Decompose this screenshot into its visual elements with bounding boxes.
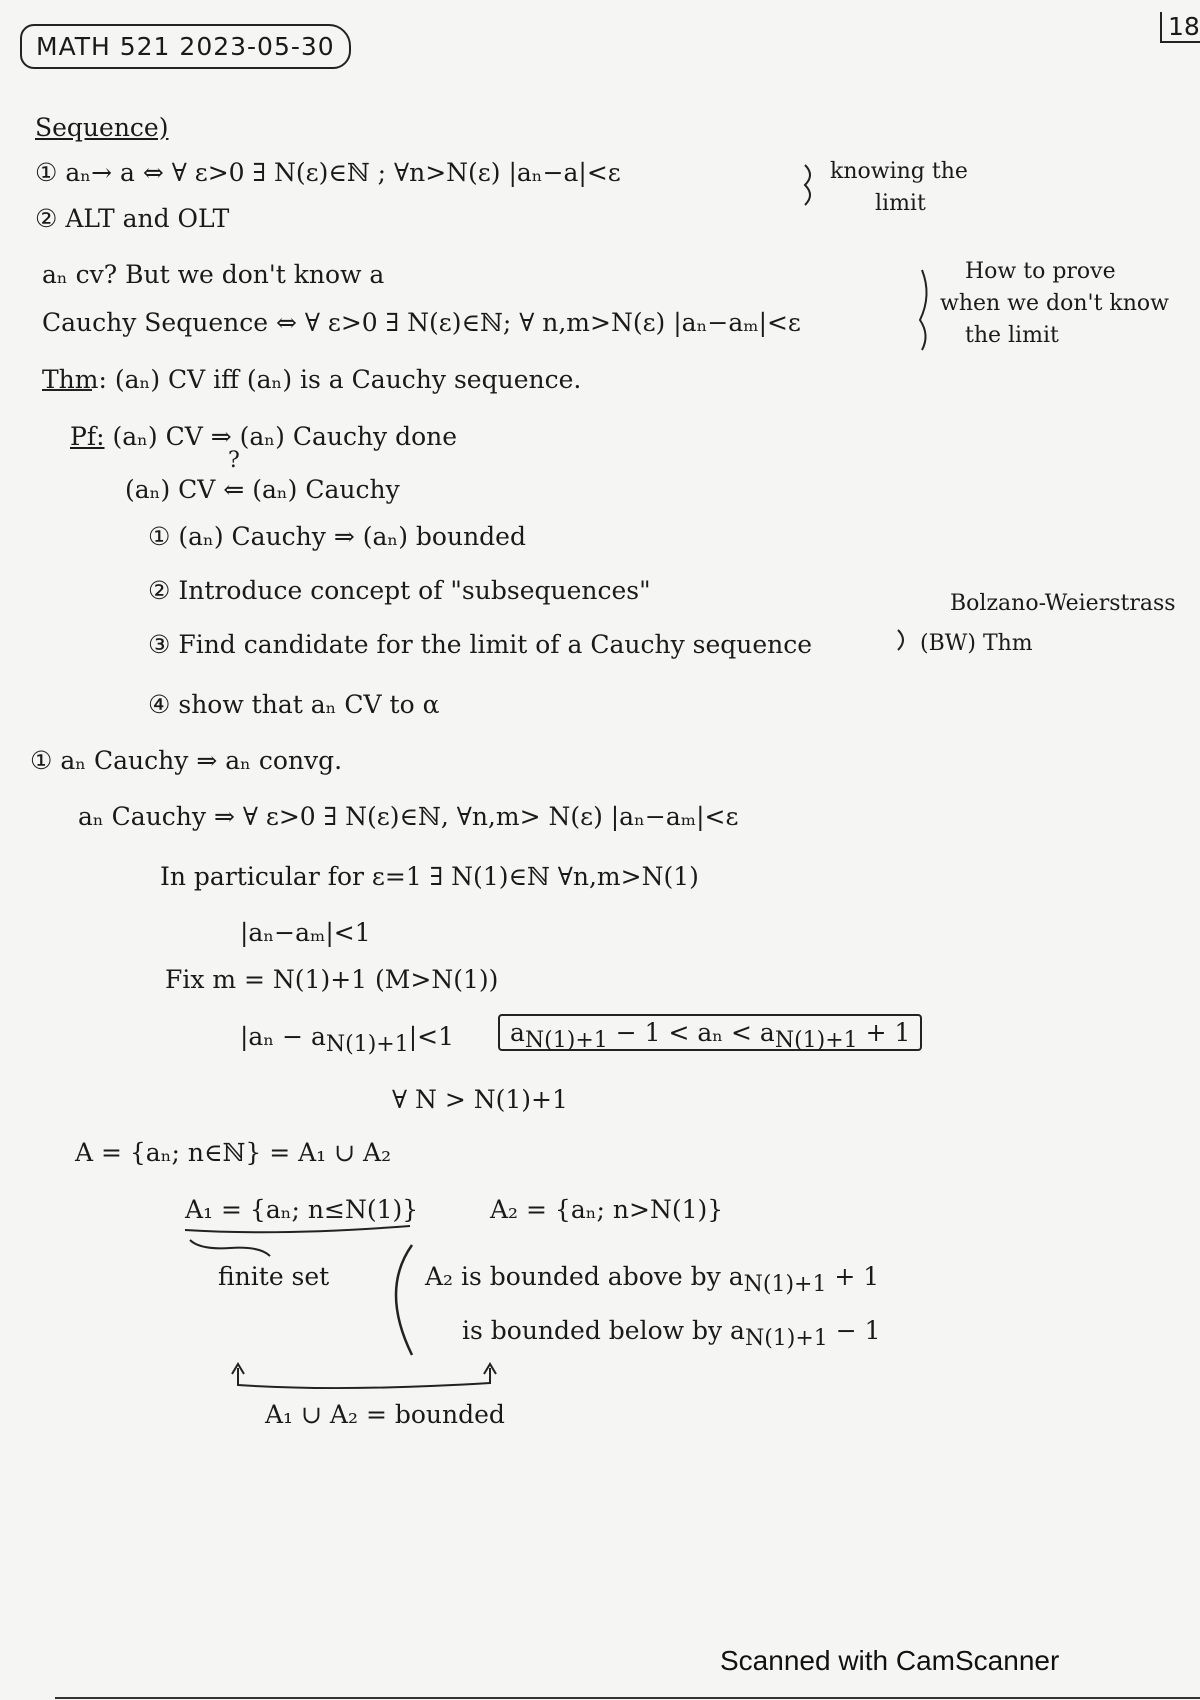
proof-line-2: (aₙ) CV ⇐ (aₙ) Cauchy	[125, 475, 400, 504]
page-number: 18	[1160, 12, 1200, 42]
footer-divider	[55, 1697, 1200, 1699]
set-A2-definition: A₂ = {aₙ; n>N(1)}	[490, 1195, 724, 1224]
question-mark: ?	[228, 448, 240, 473]
section-heading: Sequence)	[35, 113, 169, 142]
page-title: MATH 521 2023-05-30	[20, 32, 351, 62]
cauchy-definition: Cauchy Sequence ⇔ ∀ ε>0 ∃ N(ε)∈ℕ; ∀ n,m>N(ε) |aₙ−aₘ|<ε	[42, 308, 801, 337]
knowing-limit-note-2: limit	[875, 191, 926, 216]
bw-theorem-label: (BW) Thm	[920, 631, 1033, 656]
how-to-prove-note-3: the limit	[965, 323, 1059, 348]
proof-step-2: ② Introduce concept of "subsequences"	[148, 576, 651, 605]
knowing-limit-note-1: knowing the	[830, 159, 968, 184]
alt-olt-line: ② ALT and OLT	[35, 204, 230, 233]
proof-line-1	[70, 422, 457, 452]
part1-abs-with-index: $|a_n - a_{N(1)+1}|<1$	[240, 1022, 455, 1057]
how-to-prove-note-1: How to prove	[965, 259, 1116, 284]
part1-fix-m: Fix m = N(1)+1 (M>N(1))	[165, 965, 499, 994]
theorem-text: (aₙ) CV iff (aₙ) is a Cauchy sequence.	[114, 365, 582, 394]
part1-epsilon-one: In particular for ε=1 ∃ N(1)∈ℕ ∀n,m>N(1)	[160, 862, 699, 891]
part1-heading: ① aₙ Cauchy ⇒ aₙ convg.	[30, 746, 343, 775]
bolzano-weierstrass-label: Bolzano-Weierstrass	[950, 591, 1176, 616]
proof-step-1: ① (aₙ) Cauchy ⇒ (aₙ) bounded	[148, 522, 526, 551]
proof-label: Pf:	[70, 422, 105, 451]
convergence-definition: ① aₙ→ a ⇔ ∀ ε>0 ∃ N(ε)∈ℕ ; ∀n>N(ε) |aₙ−a|<ε	[35, 158, 621, 187]
set-A-definition: A = {aₙ; n∈ℕ} = A₁ ∪ A₂	[75, 1138, 392, 1167]
cv-question: aₙ cv? But we don't know a	[42, 260, 385, 289]
A2-bounded-above: A₂ is bounded above by $a_{N(1)+1} + 1$	[425, 1262, 880, 1297]
theorem-label: Thm:	[42, 365, 107, 394]
part1-abs-inequality: |aₙ−aₘ|<1	[240, 918, 371, 947]
set-A1-definition: A₁ = {aₙ; n≤N(1)}	[185, 1195, 419, 1224]
part1-for-all-n: ∀ N > N(1)+1	[392, 1085, 568, 1114]
camscanner-watermark: Scanned with CamScanner	[720, 1645, 1060, 1676]
union-bounded: A₁ ∪ A₂ = bounded	[265, 1400, 505, 1429]
proof-forward: (aₙ) CV ⇒ (aₙ) Cauchy done	[112, 422, 458, 451]
part1-cauchy-def: aₙ Cauchy ⇒ ∀ ε>0 ∃ N(ε)∈ℕ, ∀n,m> N(ε) |aₙ−aₘ|<ε	[78, 802, 739, 831]
proof-step-3: ③ Find candidate for the limit of a Cauchy sequence	[148, 630, 813, 659]
proof-step-4: ④ show that aₙ CV to α	[148, 690, 440, 719]
theorem	[42, 365, 581, 395]
A2-bounded-below: is bounded below by $a_{N(1)+1} - 1$	[462, 1316, 881, 1351]
boxed-inequality: $a_{N(1)+1} - 1 < a_n < a_{N(1)+1} + 1$	[498, 1018, 922, 1055]
finite-set-label: finite set	[218, 1262, 330, 1291]
how-to-prove-note-2: when we don't know	[940, 291, 1169, 316]
